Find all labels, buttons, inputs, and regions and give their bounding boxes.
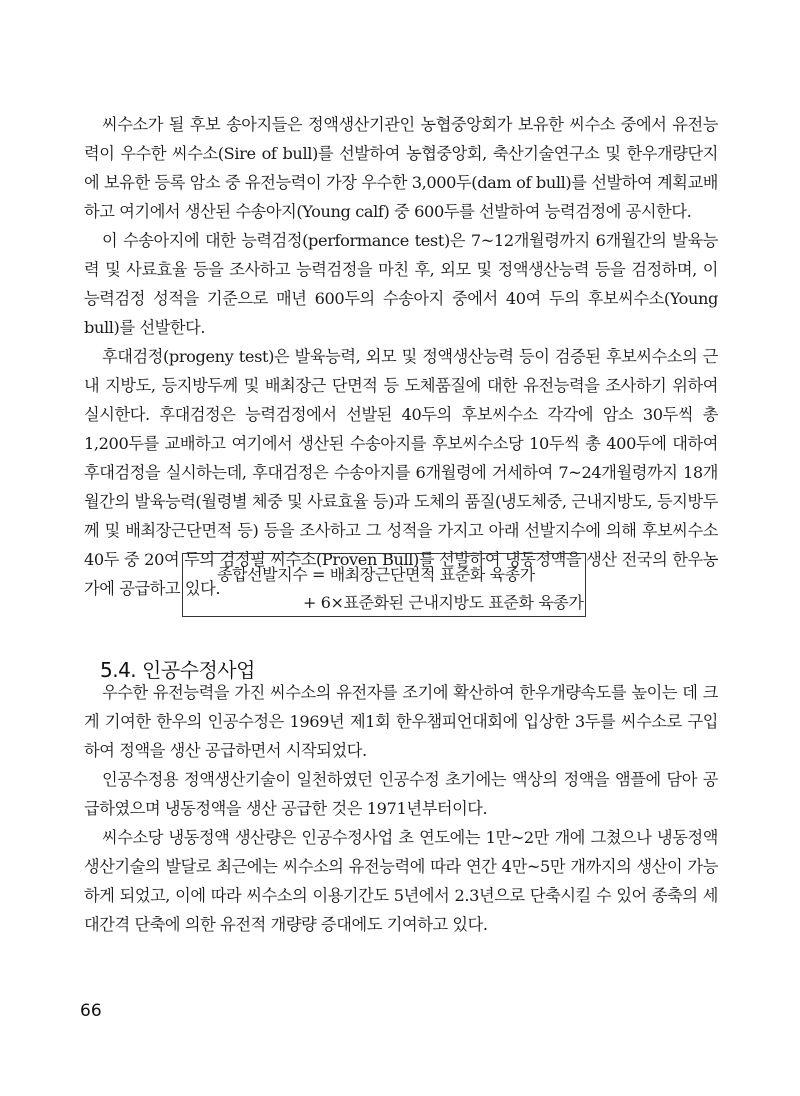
body-text-top	[84, 110, 718, 603]
formula-line-2: + 6×표준화된 근내지방도 표준화 육종가	[303, 593, 584, 612]
paragraph-semen-production: 씨수소당 냉동정액 생산량은 인공수정사업 초 연도에는 1만~2만 개에 그쳤으나 냉동정액 생산기술의 발달로 최근에는 씨수소의 유전능력에 따라 연간 4만~5만 개까지의 생산이 가능하게 되었고, 이에 따라 씨수소의 이용기간도 5년에서 2.3년으로 단축시킬 수 있어 종축의 세대간격 단축에 의한 유전적 개량량 증대에도 기여하고 있다.	[84, 828, 718, 934]
paragraph-ai-history: 우수한 유전능력을 가진 씨수소의 유전자를 조기에 확산하여 한우개량속도를 높이는 데 크게 기여한 한우의 인공수정은 1969년 제1회 한우챔피언대회에 입상한 3두를 씨수소로 구입하여 정액을 생산 공급하면서 시작되었다.	[84, 683, 718, 760]
body-text-bottom	[84, 678, 718, 939]
formula-line-1: 종합선발지수 = 배최장근단면적 표준화 육종가	[217, 565, 535, 584]
paragraph-semen-technology: 인공수정용 정액생산기술이 일천하였던 인공수정 초기에는 액상의 정액을 앰플에 담아 공급하였으며 냉동정액을 생산 공급한 것은 1971년부터이다.	[84, 770, 718, 818]
paragraph-candidate-bull-selection: 씨수소가 될 후보 송아지들은 정액생산기관인 농협중앙회가 보유한 씨수소 중에서 유전능력이 우수한 씨수소(Sire of bull)를 선발하여 농협중앙회, 축산기술연구소 및 한우개량단지에 보유한 등록 암소 중 유전능력이 가장 우수한 3,000두(dam of bull)를 선발하여 계획교배하고 여기에서 생산된 수송아지(Young calf) 중 600두를 선발하여 능력검정에 공시한다.	[84, 115, 718, 221]
page-number: 66	[80, 1001, 102, 1021]
paragraph-progeny-test: 후대검정(progeny test)은 발육능력, 외모 및 정액생산능력 등이 검증된 후보씨수소의 근내 지방도, 등지방두께 및 배최장근 단면적 등 도체품질에 대한 유전능력을 조사하기 위하여 실시한다. 후대검정은 능력검정에서 선발된 40두의 후보씨수소 각각에 암소 30두씩 총 1,200두를 교배하고 여기에서 생산된 수송아지를 후보씨수소당 10두씩 총 400두에 대하여 후대검정을 실시하는데, 후대검정은 수송아지를 6개월령에 거세하여 7~24개월령까지 18개월간의 발육능력(월령별 체중 및 사료효율 등)과 도체의 품질(냉도체중, 근내지방도, 등지방두께 및 배최장근단면적 등) 등을 조사하고 그 성적을 가지고 아래 선발지수에 의해 후보씨수소 40두 중 20여 두의 검정필 씨수소(Proven Bull)를 선발하여 냉동정액을 생산 전국의 한우농가에 공급하고 있다.	[84, 347, 718, 598]
paragraph-performance-test: 이 수송아지에 대한 능력검정(performance test)은 7~12개월령까지 6개월간의 발육능력 및 사료효율 등을 조사하고 능력검정을 마친 후, 외모 및 정액생산능력 등을 검정하며, 이 능력검정 성적을 기준으로 매년 600두의 수송아지 중에서 40여 두의 후보씨수소(Young bull)를 선발한다.	[84, 231, 718, 337]
section-heading: 5.4. 인공수정사업	[100, 658, 255, 682]
selection-index-formula-box	[182, 553, 586, 617]
